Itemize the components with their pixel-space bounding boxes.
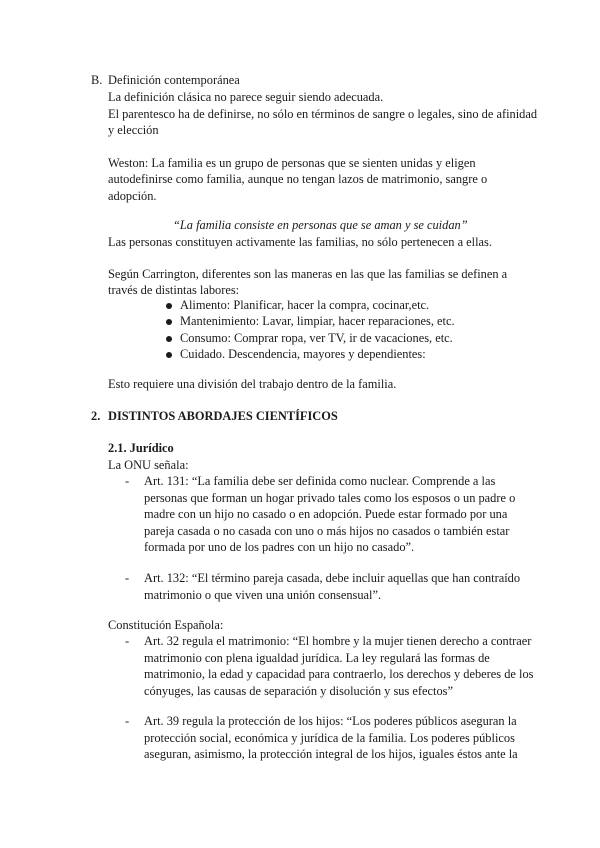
bullet-icon <box>166 319 172 325</box>
list-item: Alimento: Planificar, hacer la compra, cocinar,etc. <box>180 298 430 312</box>
dash-marker: - <box>125 634 130 648</box>
article-line: Art. 132: “El término pareja casada, debe incluir aquellas que han contraído <box>144 571 521 585</box>
dash-marker: - <box>125 474 130 488</box>
article-line: pareja casada o no casada con uno o más hijos no casados o también estar <box>144 524 510 538</box>
bullet-icon <box>166 336 172 342</box>
article-line: aseguran, asimismo, la protección integral de los hijos, iguales éstos ante la <box>144 747 518 761</box>
paragraph-line: y elección <box>108 123 159 137</box>
carrington-line: Según Carrington, diferentes son las maneras en las que las familias se definen a <box>108 267 508 281</box>
weston-line: autodefinirse como familia, aunque no tengan lazos de matrimonio, sangre o <box>108 172 488 186</box>
list-item: Consumo: Comprar ropa, ver TV, ir de vacaciones, etc. <box>180 331 453 345</box>
section-2-title: DISTINTOS ABORDAJES CIENTÍFICOS <box>108 409 338 423</box>
article-line: cónyuges, las causas de separación y disolución y sus efectos” <box>144 684 453 698</box>
paragraph-line: El parentesco ha de definirse, no sólo en términos de sangre o legales, sino de afinidad <box>108 107 538 121</box>
article-line: protección social, económica y jurídica de la familia. Los poderes públicos <box>144 731 515 745</box>
article-line: Art. 39 regula la protección de los hijos: “Los poderes públicos aseguran la <box>144 714 517 728</box>
subsection-title: 2.1. Jurídico <box>108 441 174 455</box>
bullet-icon <box>166 352 172 358</box>
paragraph-line: La definición clásica no parece seguir siendo adecuada. <box>108 90 384 104</box>
dash-marker: - <box>125 714 130 728</box>
article-line: Art. 131: “La familia debe ser definida como nuclear. Comprende a las <box>144 474 496 488</box>
article-line: personas que forman un hogar privado tales como los esposos o un padre o <box>144 491 516 505</box>
carrington-line: través de distintas labores: <box>108 283 240 297</box>
quote-text: “La familia consiste en personas que se aman y se cuidan” <box>173 218 468 232</box>
article-line: Art. 32 regula el matrimonio: “El hombre y la mujer tienen derecho a contraer <box>144 634 532 648</box>
weston-line: adopción. <box>108 189 157 203</box>
dash-marker: - <box>125 571 130 585</box>
list-item: Cuidado. Descendencia, mayores y dependientes: <box>180 347 426 361</box>
section-b-label: B. <box>91 73 103 87</box>
section-b-title: Definición contemporánea <box>108 73 240 87</box>
onu-intro: La ONU señala: <box>108 458 189 472</box>
weston-line: Weston: La familia es un grupo de personas que se sienten unidas y eligen <box>108 156 476 170</box>
article-line: matrimonio con plena igualdad jurídica. La ley regulará las formas de <box>144 651 490 665</box>
list-item: Mantenimiento: Lavar, limpiar, hacer reparaciones, etc. <box>180 314 455 328</box>
article-line: madre con un hijo no casado o en adopción. Puede estar formado por una <box>144 507 508 521</box>
constitucion-intro: Constitución Española: <box>108 618 224 632</box>
article-line: matrimonio, la edad y capacidad para contraerlo, los derechos y deberes de los <box>144 667 534 681</box>
section-2-number: 2. <box>91 409 101 423</box>
bullet-icon <box>166 303 172 309</box>
article-line: formada por uno de los padres con un hijo no casado”. <box>144 540 415 554</box>
article-line: matrimonio o que viven una unión consensual”. <box>144 588 382 602</box>
quote-follow: Las personas constituyen activamente las familias, no sólo pertenecen a ellas. <box>108 235 492 249</box>
carrington-closing: Esto requiere una división del trabajo dentro de la familia. <box>108 377 397 391</box>
